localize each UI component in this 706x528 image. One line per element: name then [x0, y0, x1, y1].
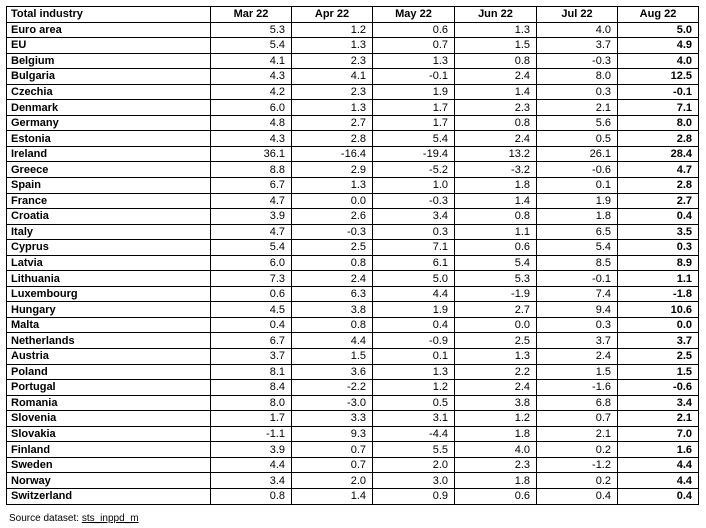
table-cell: 1.5: [292, 349, 373, 365]
table-row: [7, 146, 699, 162]
table-cell: 3.1: [373, 411, 455, 427]
table-cell: 5.4: [537, 240, 618, 256]
table-cell: -1.1: [211, 426, 292, 442]
row-label: Switzerland: [7, 488, 211, 504]
table-cell: 2.8: [292, 131, 373, 147]
table-cell: 9.4: [537, 302, 618, 318]
table-cell: 0.4: [373, 317, 455, 333]
table-cell: 1.8: [455, 473, 537, 489]
table-cell: 2.1: [618, 411, 699, 427]
table-cell: 1.4: [292, 488, 373, 504]
table-cell: 4.7: [211, 193, 292, 209]
table-cell: 8.5: [537, 255, 618, 271]
table-cell: 3.4: [373, 209, 455, 225]
table-row: [7, 488, 699, 504]
row-label: Italy: [7, 224, 211, 240]
table-cell: 0.3: [373, 224, 455, 240]
table-cell: 2.3: [455, 457, 537, 473]
table-row: [7, 473, 699, 489]
table-cell: 1.3: [455, 22, 537, 38]
table-row: [7, 364, 699, 380]
table-cell: -5.2: [373, 162, 455, 178]
table-row: [7, 457, 699, 473]
table-cell: 4.0: [537, 22, 618, 38]
row-label: France: [7, 193, 211, 209]
table-cell: 1.3: [455, 349, 537, 365]
table-row: [7, 442, 699, 458]
table-cell: 0.3: [618, 240, 699, 256]
table-cell: 2.4: [455, 131, 537, 147]
table-cell: 4.4: [618, 473, 699, 489]
table-cell: -0.1: [373, 69, 455, 85]
row-label: Austria: [7, 349, 211, 365]
table-cell: 4.0: [618, 53, 699, 69]
table-cell: 1.5: [455, 38, 537, 54]
table-cell: 6.5: [537, 224, 618, 240]
table-cell: 2.7: [292, 115, 373, 131]
table-cell: 1.3: [373, 364, 455, 380]
table-row: [7, 100, 699, 116]
table-row: [7, 395, 699, 411]
table-cell: 5.6: [537, 115, 618, 131]
table-cell: 1.9: [537, 193, 618, 209]
column-header: Jun 22: [455, 7, 537, 23]
table-header-row: [7, 7, 699, 23]
row-label: Poland: [7, 364, 211, 380]
source-dataset-link[interactable]: sts_inppd_m: [81, 513, 139, 524]
column-header: Mar 22: [211, 7, 292, 23]
table-cell: -0.6: [537, 162, 618, 178]
column-header: Total industry: [7, 7, 211, 23]
table-cell: 26.1: [537, 146, 618, 162]
row-label: Finland: [7, 442, 211, 458]
table-cell: 36.1: [211, 146, 292, 162]
table-cell: 1.1: [618, 271, 699, 287]
table-cell: -0.3: [373, 193, 455, 209]
table-cell: 6.1: [373, 255, 455, 271]
table-cell: 3.7: [537, 333, 618, 349]
table-cell: 2.8: [618, 178, 699, 194]
table-cell: 1.7: [211, 411, 292, 427]
row-label: Slovenia: [7, 411, 211, 427]
table-cell: -3.0: [292, 395, 373, 411]
table-row: [7, 22, 699, 38]
row-label: Czechia: [7, 84, 211, 100]
table-cell: 2.7: [618, 193, 699, 209]
table-cell: 0.4: [211, 317, 292, 333]
table-cell: 4.4: [373, 286, 455, 302]
table-cell: 4.3: [211, 69, 292, 85]
table-cell: 6.0: [211, 100, 292, 116]
row-label: Netherlands: [7, 333, 211, 349]
table-cell: -1.8: [618, 286, 699, 302]
table-cell: 4.1: [292, 69, 373, 85]
table-cell: 2.0: [373, 457, 455, 473]
table-cell: 7.4: [537, 286, 618, 302]
table-row: [7, 224, 699, 240]
table-cell: 3.0: [373, 473, 455, 489]
table-cell: 5.4: [373, 131, 455, 147]
table-row: [7, 271, 699, 287]
table-cell: 0.3: [537, 317, 618, 333]
table-row: [7, 84, 699, 100]
table-cell: 5.5: [373, 442, 455, 458]
table-cell: 3.6: [292, 364, 373, 380]
table-cell: 4.0: [455, 442, 537, 458]
table-cell: 7.1: [618, 100, 699, 116]
row-label: Croatia: [7, 209, 211, 225]
table-cell: 0.6: [373, 22, 455, 38]
table-cell: 0.7: [292, 457, 373, 473]
table-body: [7, 22, 699, 504]
table-cell: 28.4: [618, 146, 699, 162]
table-cell: 0.1: [373, 349, 455, 365]
table-cell: 0.8: [455, 53, 537, 69]
table-row: [7, 240, 699, 256]
table-cell: -0.1: [618, 84, 699, 100]
row-label: Luxembourg: [7, 286, 211, 302]
table-cell: 1.5: [618, 364, 699, 380]
table-cell: 0.8: [292, 255, 373, 271]
table-cell: 2.7: [455, 302, 537, 318]
table-cell: -1.6: [537, 380, 618, 396]
table-cell: 1.3: [292, 38, 373, 54]
table-cell: 5.3: [455, 271, 537, 287]
source-note: [9, 513, 139, 524]
table-row: [7, 333, 699, 349]
row-label: Ireland: [7, 146, 211, 162]
table-cell: 5.0: [618, 22, 699, 38]
table-cell: 1.8: [537, 209, 618, 225]
table-cell: 4.2: [211, 84, 292, 100]
table-cell: 8.8: [211, 162, 292, 178]
table-cell: 0.8: [211, 488, 292, 504]
table-row: [7, 349, 699, 365]
table-cell: 3.7: [211, 349, 292, 365]
row-label: Belgium: [7, 53, 211, 69]
table-cell: 8.0: [618, 115, 699, 131]
table-cell: -1.2: [537, 457, 618, 473]
table-cell: 3.9: [211, 442, 292, 458]
table-cell: 0.5: [537, 131, 618, 147]
table-cell: 3.4: [211, 473, 292, 489]
table-cell: 2.3: [455, 100, 537, 116]
row-label: Slovakia: [7, 426, 211, 442]
table-cell: 13.2: [455, 146, 537, 162]
table-cell: -0.6: [618, 380, 699, 396]
table-cell: 0.8: [455, 209, 537, 225]
table-cell: 8.1: [211, 364, 292, 380]
table-cell: 4.8: [211, 115, 292, 131]
table-cell: 0.6: [455, 240, 537, 256]
table-row: [7, 69, 699, 85]
table-cell: 5.0: [373, 271, 455, 287]
row-label: Estonia: [7, 131, 211, 147]
row-label: Bulgaria: [7, 69, 211, 85]
table-cell: 2.5: [455, 333, 537, 349]
table-cell: 8.0: [211, 395, 292, 411]
table-cell: 3.7: [537, 38, 618, 54]
table-cell: 3.7: [618, 333, 699, 349]
table-cell: 4.4: [292, 333, 373, 349]
table-cell: 7.1: [373, 240, 455, 256]
table-cell: 3.3: [292, 411, 373, 427]
table-cell: 1.4: [455, 84, 537, 100]
table-cell: 2.4: [292, 271, 373, 287]
table-cell: 8.9: [618, 255, 699, 271]
row-label: Norway: [7, 473, 211, 489]
table-row: [7, 426, 699, 442]
row-label: Lithuania: [7, 271, 211, 287]
table-row: [7, 317, 699, 333]
row-label: Greece: [7, 162, 211, 178]
table-cell: 6.0: [211, 255, 292, 271]
table-cell: 3.8: [292, 302, 373, 318]
row-label: Denmark: [7, 100, 211, 116]
table-cell: 1.2: [373, 380, 455, 396]
column-header: Aug 22: [618, 7, 699, 23]
table-cell: 0.0: [618, 317, 699, 333]
table-cell: 2.1: [537, 100, 618, 116]
row-label: Euro area: [7, 22, 211, 38]
table-cell: 2.3: [292, 84, 373, 100]
table-row: [7, 38, 699, 54]
table-cell: 1.6: [618, 442, 699, 458]
table-cell: -4.4: [373, 426, 455, 442]
table-cell: 3.8: [455, 395, 537, 411]
table-cell: 5.3: [211, 22, 292, 38]
table-cell: -0.9: [373, 333, 455, 349]
table-cell: 4.4: [618, 457, 699, 473]
table-cell: -0.1: [537, 271, 618, 287]
table-cell: 0.2: [537, 473, 618, 489]
table-cell: 2.0: [292, 473, 373, 489]
table-cell: 0.8: [455, 115, 537, 131]
table-cell: -0.3: [292, 224, 373, 240]
table-cell: 4.5: [211, 302, 292, 318]
row-label: Cyprus: [7, 240, 211, 256]
table-cell: 0.4: [618, 488, 699, 504]
table-row: [7, 193, 699, 209]
table-cell: 5.4: [211, 38, 292, 54]
table-cell: 6.7: [211, 333, 292, 349]
table-cell: -16.4: [292, 146, 373, 162]
table-cell: 12.5: [618, 69, 699, 85]
table-cell: 2.1: [537, 426, 618, 442]
table-cell: 1.7: [373, 115, 455, 131]
table-cell: 2.4: [537, 349, 618, 365]
table-cell: 0.7: [537, 411, 618, 427]
table-row: [7, 411, 699, 427]
table-cell: -1.9: [455, 286, 537, 302]
table-cell: 0.3: [537, 84, 618, 100]
table-row: [7, 255, 699, 271]
table-cell: 0.7: [373, 38, 455, 54]
table-cell: 2.2: [455, 364, 537, 380]
table-cell: 0.9: [373, 488, 455, 504]
table-cell: 6.7: [211, 178, 292, 194]
table-cell: 1.9: [373, 84, 455, 100]
table-row: [7, 380, 699, 396]
table-row: [7, 115, 699, 131]
table-cell: 7.3: [211, 271, 292, 287]
table-cell: 2.3: [292, 53, 373, 69]
table-cell: -0.3: [537, 53, 618, 69]
column-header: Jul 22: [537, 7, 618, 23]
table-cell: 1.1: [455, 224, 537, 240]
table-cell: 0.1: [537, 178, 618, 194]
table-cell: 8.4: [211, 380, 292, 396]
row-label: Spain: [7, 178, 211, 194]
table-cell: 4.4: [211, 457, 292, 473]
table-cell: 2.6: [292, 209, 373, 225]
table-row: [7, 53, 699, 69]
table-cell: 2.4: [455, 380, 537, 396]
table-cell: 0.8: [292, 317, 373, 333]
table-row: [7, 131, 699, 147]
table-cell: 4.7: [618, 162, 699, 178]
table-cell: 1.8: [455, 178, 537, 194]
table-cell: -19.4: [373, 146, 455, 162]
row-label: Malta: [7, 317, 211, 333]
table-cell: 2.5: [618, 349, 699, 365]
table-cell: 0.0: [455, 317, 537, 333]
table-cell: 1.5: [537, 364, 618, 380]
table-cell: 0.5: [373, 395, 455, 411]
table-row: [7, 162, 699, 178]
row-label: Germany: [7, 115, 211, 131]
row-label: EU: [7, 38, 211, 54]
industry-data-table: [6, 6, 699, 505]
table-cell: 1.3: [373, 53, 455, 69]
table-cell: 1.4: [455, 193, 537, 209]
table-cell: 8.0: [537, 69, 618, 85]
table-cell: 2.9: [292, 162, 373, 178]
table-cell: 3.5: [618, 224, 699, 240]
table-cell: 4.3: [211, 131, 292, 147]
table-cell: 2.4: [455, 69, 537, 85]
table-cell: 10.6: [618, 302, 699, 318]
row-label: Hungary: [7, 302, 211, 318]
table-cell: 1.3: [292, 178, 373, 194]
column-header: Apr 22: [292, 7, 373, 23]
row-label: Sweden: [7, 457, 211, 473]
table-row: [7, 302, 699, 318]
table-cell: 4.9: [618, 38, 699, 54]
table-row: [7, 286, 699, 302]
table-cell: 0.2: [537, 442, 618, 458]
table-cell: 3.4: [618, 395, 699, 411]
table-cell: 1.7: [373, 100, 455, 116]
table-cell: 4.7: [211, 224, 292, 240]
table-cell: 1.0: [373, 178, 455, 194]
table-cell: 4.1: [211, 53, 292, 69]
table-row: [7, 178, 699, 194]
table-cell: 1.9: [373, 302, 455, 318]
table-cell: 6.8: [537, 395, 618, 411]
source-label: Source dataset:: [9, 513, 82, 524]
table-cell: 1.3: [292, 100, 373, 116]
table-cell: 0.7: [292, 442, 373, 458]
table-cell: -3.2: [455, 162, 537, 178]
table-cell: 6.3: [292, 286, 373, 302]
table-cell: 5.4: [211, 240, 292, 256]
table-cell: 0.0: [292, 193, 373, 209]
column-header: May 22: [373, 7, 455, 23]
table-cell: 2.5: [292, 240, 373, 256]
table-row: [7, 209, 699, 225]
table-cell: -2.2: [292, 380, 373, 396]
table-cell: 1.2: [455, 411, 537, 427]
table-cell: 1.8: [455, 426, 537, 442]
table-cell: 5.4: [455, 255, 537, 271]
table-cell: 0.6: [211, 286, 292, 302]
table-cell: 7.0: [618, 426, 699, 442]
table-cell: 2.8: [618, 131, 699, 147]
row-label: Portugal: [7, 380, 211, 396]
row-label: Romania: [7, 395, 211, 411]
table-cell: 1.2: [292, 22, 373, 38]
table-cell: 0.4: [618, 209, 699, 225]
row-label: Latvia: [7, 255, 211, 271]
table-cell: 0.6: [455, 488, 537, 504]
table-cell: 3.9: [211, 209, 292, 225]
table-cell: 9.3: [292, 426, 373, 442]
table-cell: 0.4: [537, 488, 618, 504]
